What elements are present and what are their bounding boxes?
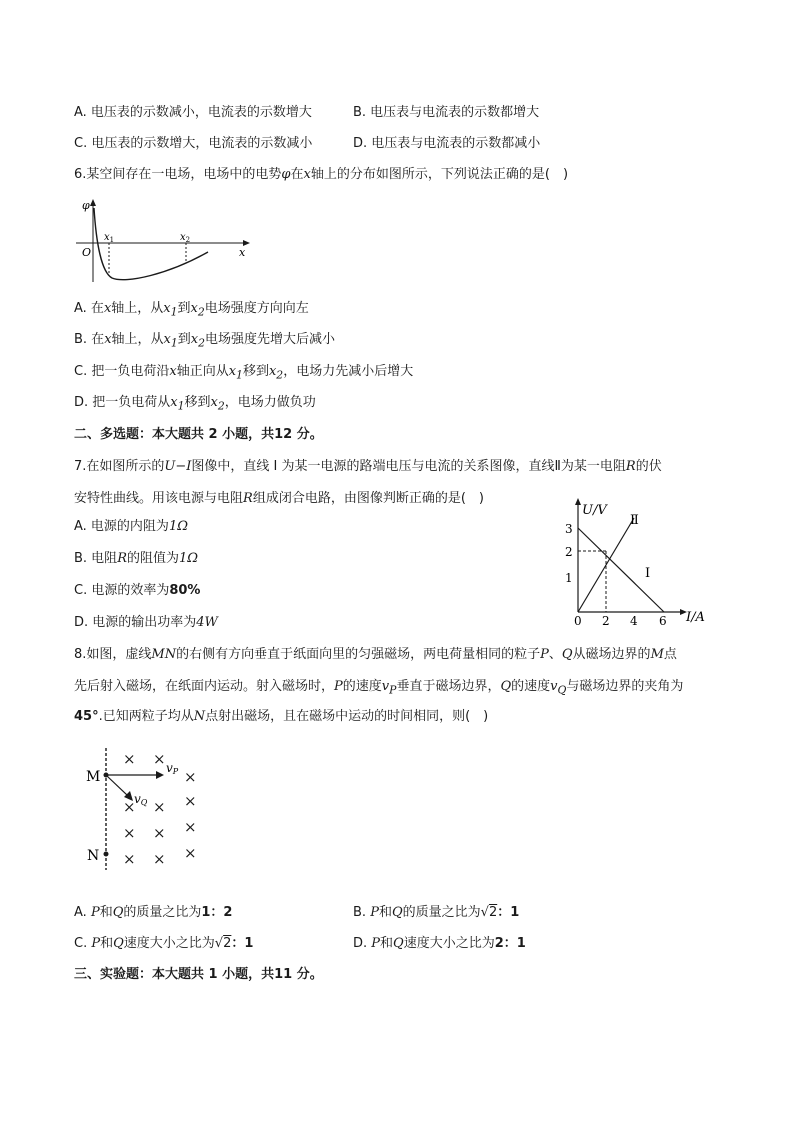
q8-stem-line3: 45°.已知两粒子均从N点射出磁场，且在磁场中运动的时间相同，则( ) — [74, 709, 489, 724]
q7-option-b: B. 电阻R的阻值为1Ω — [74, 551, 199, 566]
q5-option-d: D. 电压表与电流表的示数都减小 — [353, 136, 541, 151]
q8-label-m: M — [86, 769, 101, 785]
q7-xtick-6: 6 — [659, 614, 667, 628]
q8-option-d: D. P和Q速度大小之比为2：1 — [353, 936, 526, 951]
q6-x1-label: $x_1$ — [104, 232, 115, 244]
q7-ytick-2: 2 — [565, 545, 573, 559]
q7-ylabel: U/V — [582, 503, 607, 518]
q7-option-a: A. 电源的内阻为1Ω — [74, 519, 188, 534]
q6-option-d: D. 把一负电荷从$x_1$移到$x_2$，电场力做负功 — [74, 395, 316, 413]
section-2-header: 二、多选题：本大题共 2 小题，共12 分。 — [74, 427, 323, 442]
q6-axis-phi: φ — [82, 199, 90, 212]
field-cross-mark: × — [123, 750, 136, 768]
field-cross-mark: × — [153, 824, 166, 842]
q8-vp-label: vP — [166, 761, 179, 776]
q8-option-b: B. P和Q的质量之比为√2：1 — [353, 905, 520, 920]
q7-ytick-1: 1 — [565, 571, 573, 585]
field-cross-mark: × — [153, 850, 166, 868]
q7-stem-line2: 安特性曲线。用该电源与电阻R组成闭合电路，由图像判断正确的是( ) — [74, 491, 484, 506]
field-cross-mark: × — [153, 750, 166, 768]
q8-stem-line2: 先后射入磁场，在纸面内运动。射入磁场时，P的速度$v_P$垂直于磁场边界，Q的速度$v_Q$与磁场边界的夹角为 — [74, 679, 684, 697]
field-cross-mark: × — [184, 844, 197, 862]
section-3-header: 三、实验题：本大题共 1 小题，共11 分。 — [74, 967, 323, 982]
field-cross-mark: × — [123, 850, 136, 868]
field-cross-mark: × — [123, 798, 136, 816]
field-cross-mark: × — [184, 768, 197, 786]
q8-stem-line1: 8.如图，虚线MN的右侧有方向垂直于纸面向里的匀强磁场，两电荷量相同的粒子P、Q从磁场边界的M点 — [74, 647, 677, 662]
q8-label-n: N — [87, 848, 100, 864]
q8-vq-label: vQ — [134, 792, 148, 807]
q8-option-c: C. P和Q速度大小之比为√2：1 — [74, 936, 254, 951]
q7-xlabel: I/A — [686, 610, 705, 625]
q7-line-i-label: I — [645, 566, 651, 581]
field-cross-mark: × — [184, 818, 197, 836]
q6-option-b: B. 在x轴上，从$x_1$到$x_2$电场强度先增大后减小 — [74, 332, 336, 350]
q7-ui-graph — [558, 494, 718, 630]
q7-option-d: D. 电源的输出功率为4W — [74, 615, 218, 630]
field-cross-mark: × — [184, 792, 197, 810]
q6-origin: O — [82, 246, 92, 259]
q7-xtick-2: 2 — [602, 614, 610, 628]
q6-potential-graph — [74, 196, 254, 286]
q5-option-c: C. 电压表的示数增大，电流表的示数减小 — [74, 136, 313, 151]
q8-option-a: A. P和Q的质量之比为1：2 — [74, 905, 233, 920]
q6-x2-label: $x_2$ — [180, 232, 191, 244]
q6-axis-x: x — [239, 246, 246, 259]
q6-option-a: A. 在x轴上，从$x_1$到$x_2$电场强度方向向左 — [74, 301, 309, 319]
q7-origin: 0 — [574, 614, 582, 628]
q6-stem: 6.某空间存在一电场，电场中的电势φ在x轴上的分布如图所示，下列说法正确的是( ) — [74, 167, 569, 182]
q7-option-c: C. 电源的效率为80% — [74, 583, 201, 598]
q7-xtick-4: 4 — [630, 614, 638, 628]
q8-magnetic-field-figure — [80, 744, 210, 874]
q7-line-ii-label: Ⅱ — [630, 513, 639, 528]
field-cross-mark: × — [123, 824, 136, 842]
q6-option-c: C. 把一负电荷沿x轴正向从$x_1$移到$x_2$，电场力先减小后增大 — [74, 364, 414, 382]
q7-ytick-3: 3 — [565, 522, 573, 536]
q5-option-a: A. 电压表的示数减小，电流表的示数增大 — [74, 105, 312, 120]
q5-option-b: B. 电压表与电流表的示数都增大 — [353, 105, 540, 120]
q7-stem-line1: 7.在如图所示的U−I图像中，直线 I 为某一电源的路端电压与电流的关系图像，直线Ⅱ为某一电阻R的伏 — [74, 459, 662, 474]
field-cross-mark: × — [153, 798, 166, 816]
